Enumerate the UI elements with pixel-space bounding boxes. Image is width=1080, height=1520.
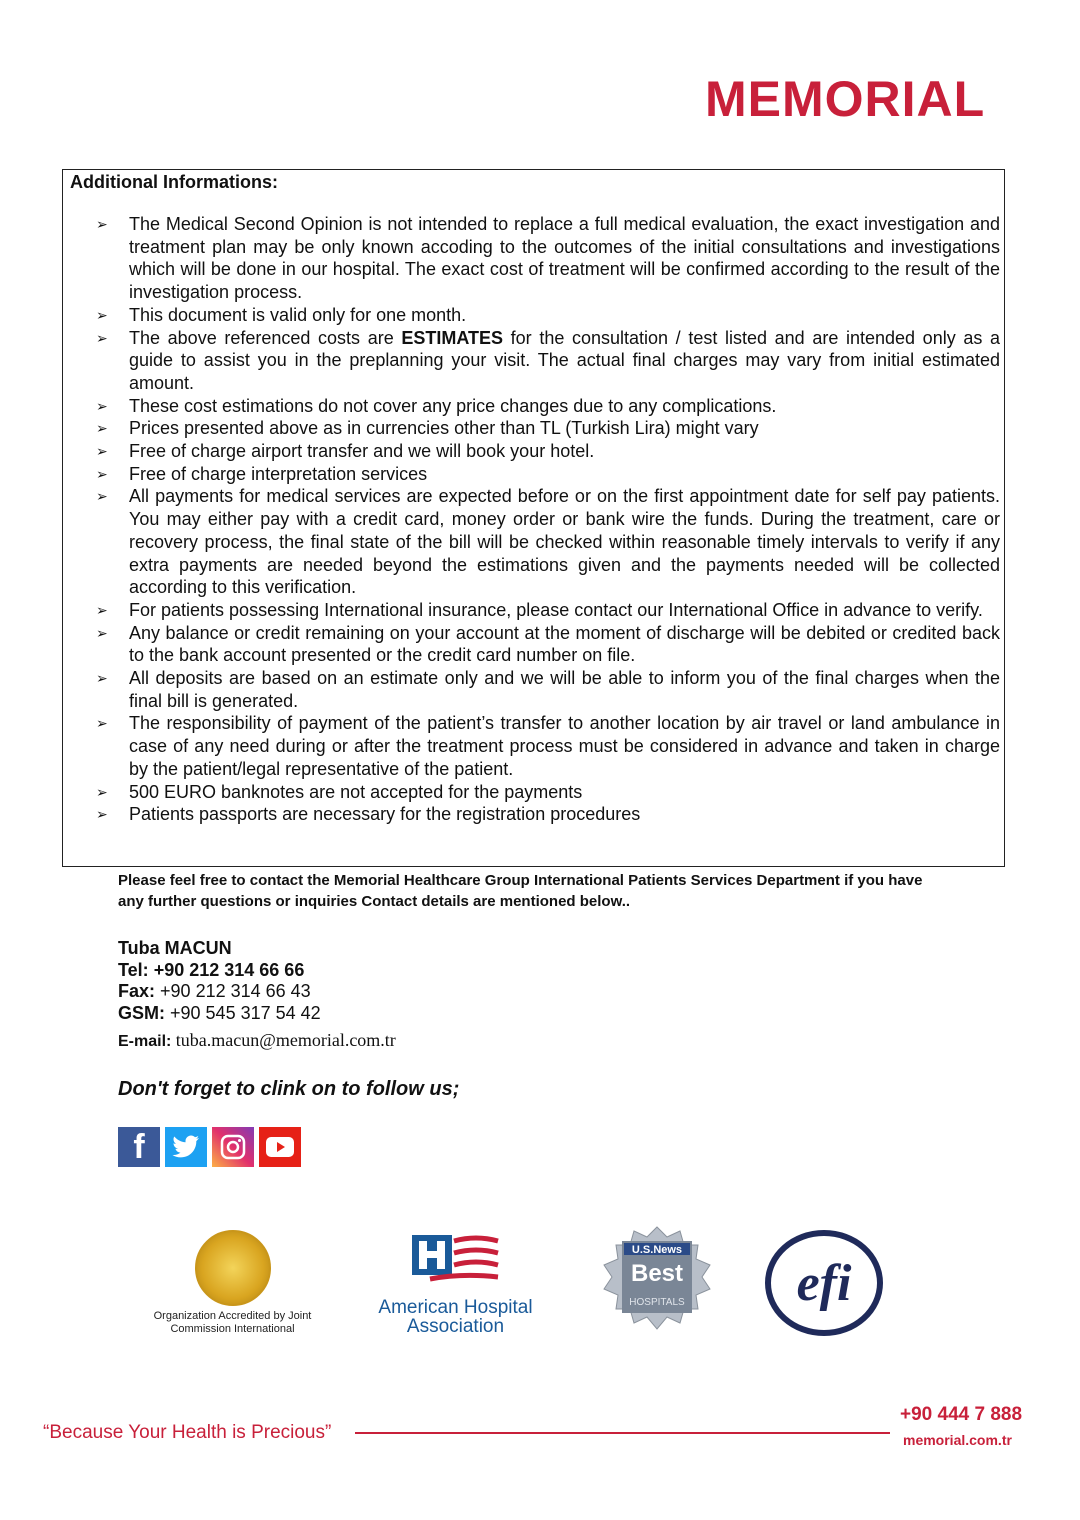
info-list-item: ➢ Free of charge airport transfer and we will book your hotel. [96, 441, 595, 462]
aha-emblem-icon [410, 1233, 502, 1289]
contact-gsm: GSM: +90 545 317 54 42 [118, 1002, 321, 1023]
info-list-item: ➢ The above referenced costs are ESTIMATES for the consultation / test listed and are intended only as a guide to assist you in the preplanning your visit. The actual final charges may vary from initial estimated amount. [96, 327, 1001, 393]
info-list-item: ➢ All deposits are based on an estimate only and we will be able to inform you of the final charges when the final bill is generated. [96, 668, 1000, 711]
box-title: Additional Informations: [70, 172, 278, 192]
footer-divider [355, 1432, 890, 1434]
additional-info-box [62, 169, 1005, 867]
youtube-icon[interactable] [259, 1127, 301, 1167]
contact-email: E-mail: tuba.macun@memorial.com.tr [118, 1030, 396, 1050]
arrow-bullet-icon: ➢ [96, 443, 108, 460]
arrow-bullet-icon: ➢ [96, 216, 108, 232]
svg-text:U.S.News: U.S.News [631, 1244, 683, 1256]
arrow-bullet-icon: ➢ [96, 465, 108, 482]
arrow-bullet-icon: ➢ [96, 420, 108, 437]
arrow-bullet-icon: ➢ [96, 488, 108, 505]
info-list-item: ➢ All payments for medical services are expected before or on the first appointment date for self pay patients. You may either pay with a credit card, money order or bank wire the funds. During the treatment, care or recovery process, the final state of the bill will be checked within reasonable timely intervals to verify if any extra payments are needed beyond the estimations given and the payments needed will be collected according to this verification. [96, 486, 1000, 598]
arrow-bullet-icon: ➢ [96, 783, 108, 800]
contact-person [118, 938, 321, 1024]
footer-website[interactable]: memorial.com.tr [903, 1432, 1012, 1448]
info-list-item: ➢ Prices presented above as in currencies other than TL (Turkish Lira) might vary [96, 418, 759, 439]
arrow-bullet-icon: ➢ [96, 624, 108, 641]
arrow-bullet-icon: ➢ [96, 397, 108, 414]
twitter-icon[interactable] [165, 1127, 207, 1167]
info-list-item: ➢ These cost estimations do not cover any price changes due to any complications. [96, 395, 777, 416]
info-list-item: ➢ The responsibility of payment of the patient’s transfer to another location by air travel or land ambulance in case of any need during or after the treatment process must be considered in advance and taken in charge by the patient/legal representative of the patient. [96, 713, 1000, 779]
social-icons [118, 1127, 301, 1167]
info-list-item: ➢ Patients passports are necessary for the registration procedures [96, 804, 641, 825]
svg-text:HOSPITALS: HOSPITALS [629, 1297, 685, 1308]
memorial-logo: MEMORIAL [705, 71, 986, 127]
footer-phone[interactable]: +90 444 7 888 [900, 1404, 1023, 1425]
usnews-badge [600, 1225, 715, 1340]
arrow-bullet-icon: ➢ [96, 670, 108, 687]
arrow-bullet-icon: ➢ [96, 601, 108, 618]
info-list-item: ➢ 500 EURO banknotes are not accepted for the payments [96, 781, 583, 802]
instagram-icon[interactable] [212, 1127, 254, 1167]
arrow-bullet-icon: ➢ [96, 306, 108, 323]
email-link[interactable]: tuba.macun@memorial.com.tr [175, 1030, 396, 1050]
slogan: “Because Your Health is Precious” [43, 1422, 332, 1443]
follow-text: Don't forget to clink on to follow us; [118, 1078, 460, 1100]
arrow-bullet-icon: ➢ [96, 806, 108, 823]
aha-logo: American Hospital Association [363, 1233, 548, 1336]
contact-note: Please feel free to contact the Memorial Healthcare Group International Patients Services Department if you have any further questions or inquiries Contact details are mentioned below.. [118, 872, 923, 910]
jci-accreditation: Organization Accredited by Joint Commission International [150, 1225, 315, 1336]
contact-tel: Tel: +90 212 314 66 66 [118, 959, 305, 980]
svg-text:Best: Best [630, 1260, 684, 1287]
info-list-item: ➢ This document is valid only for one month. [96, 304, 467, 325]
contact-fax: Fax: +90 212 314 66 43 [118, 981, 311, 1001]
info-list-item: ➢ The Medical Second Opinion is not intended to replace a full medical evaluation, the exact investigation and treatment plan may be only known accoding to the outcomes of the initial consultations and investigations which will be done in our hospital. The exact cost of treatment will be confirmed according to the result of the investigation process. [96, 214, 1000, 303]
efi-logo: efi [765, 1230, 883, 1336]
info-list-item: ➢ Any balance or credit remaining on your account at the moment of discharge will be debited or credited back to the bank account presented or the credit card number on file. [96, 622, 1000, 666]
arrow-bullet-icon: ➢ [96, 715, 108, 732]
info-list [63, 213, 1004, 826]
facebook-icon[interactable]: f [118, 1127, 160, 1167]
arrow-bullet-icon: ➢ [96, 329, 108, 346]
info-list-item: ➢ Free of charge interpretation services [96, 463, 428, 484]
contact-name: Tuba MACUN [118, 938, 232, 958]
info-list-item: ➢ For patients possessing International insurance, please contact our International Office in advance to verify. [96, 599, 983, 620]
jci-seal-icon [195, 1230, 271, 1306]
